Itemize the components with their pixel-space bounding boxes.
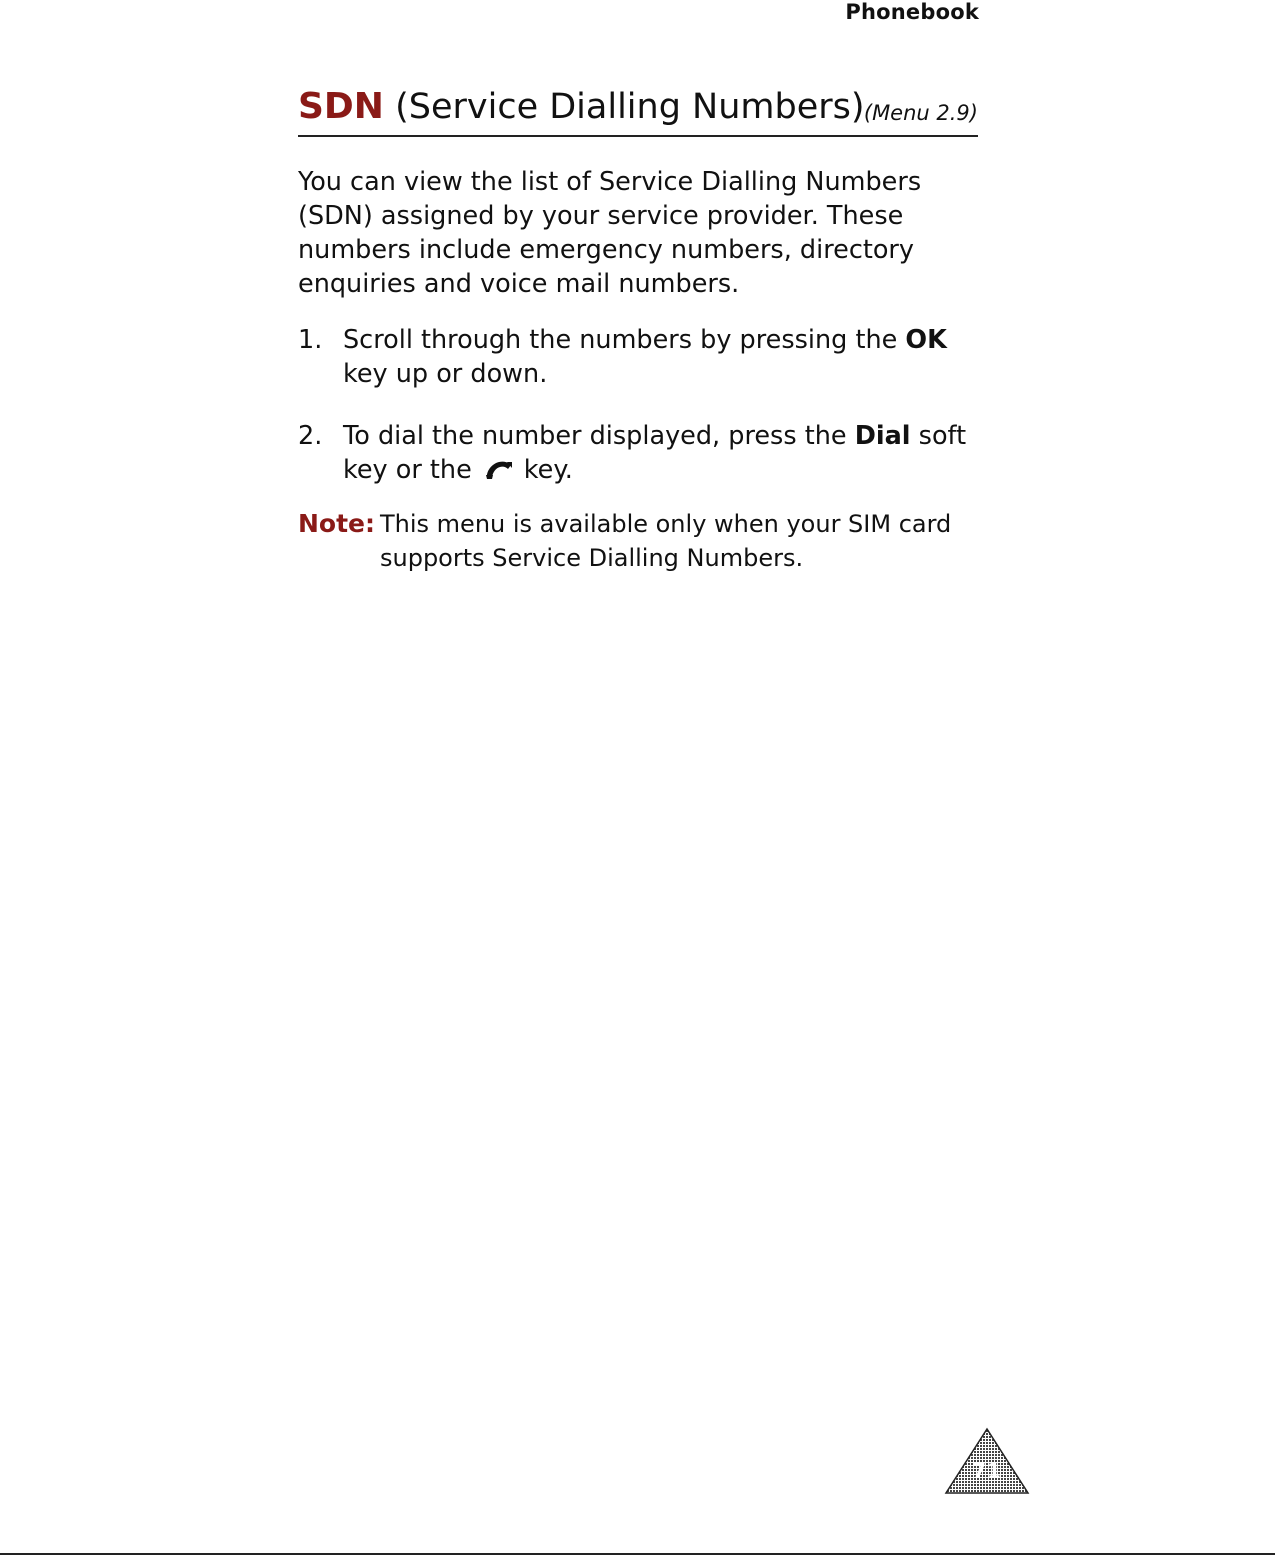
page-number-badge (944, 1427, 1030, 1495)
step-text (343, 323, 988, 391)
note (298, 507, 988, 575)
step-text (343, 419, 988, 487)
step-number: 2. (298, 421, 323, 451)
step-text-before: To dial the number displayed, press the (343, 421, 855, 451)
ok-key-label: OK (905, 325, 947, 355)
intro-paragraph: You can view the list of Service Dialling Numbers (SDN) assigned by your service provider. These numbers include emergency numbers, directory enquiries and voice mail numbers. (298, 167, 922, 299)
menu-reference: (Menu 2.9) (863, 101, 978, 125)
section-title (298, 82, 978, 132)
note-label: Note: (298, 509, 376, 538)
bottom-rule (0, 1553, 1275, 1555)
step-text-after: key up or down. (343, 359, 548, 389)
step-text-after: key. (523, 455, 573, 485)
title-underline (298, 135, 978, 137)
page-number: 71 (972, 1459, 1002, 1483)
step-number: 1. (298, 325, 323, 355)
title-full-name: (Service Dialling Numbers) (395, 87, 865, 127)
running-header: Phonebook (845, 0, 979, 24)
note-text: This menu is available only when your SIM card supports Service Dialling Numbers. (380, 510, 952, 572)
step-text-before: Scroll through the numbers by pressing the (343, 325, 906, 355)
dial-key-label: Dial (854, 421, 911, 451)
send-key-icon (484, 455, 514, 477)
title-abbreviation: SDN (298, 86, 384, 127)
step-1 (298, 323, 988, 391)
step-2 (298, 419, 988, 487)
step-text-middle: soft key or the (343, 421, 967, 485)
